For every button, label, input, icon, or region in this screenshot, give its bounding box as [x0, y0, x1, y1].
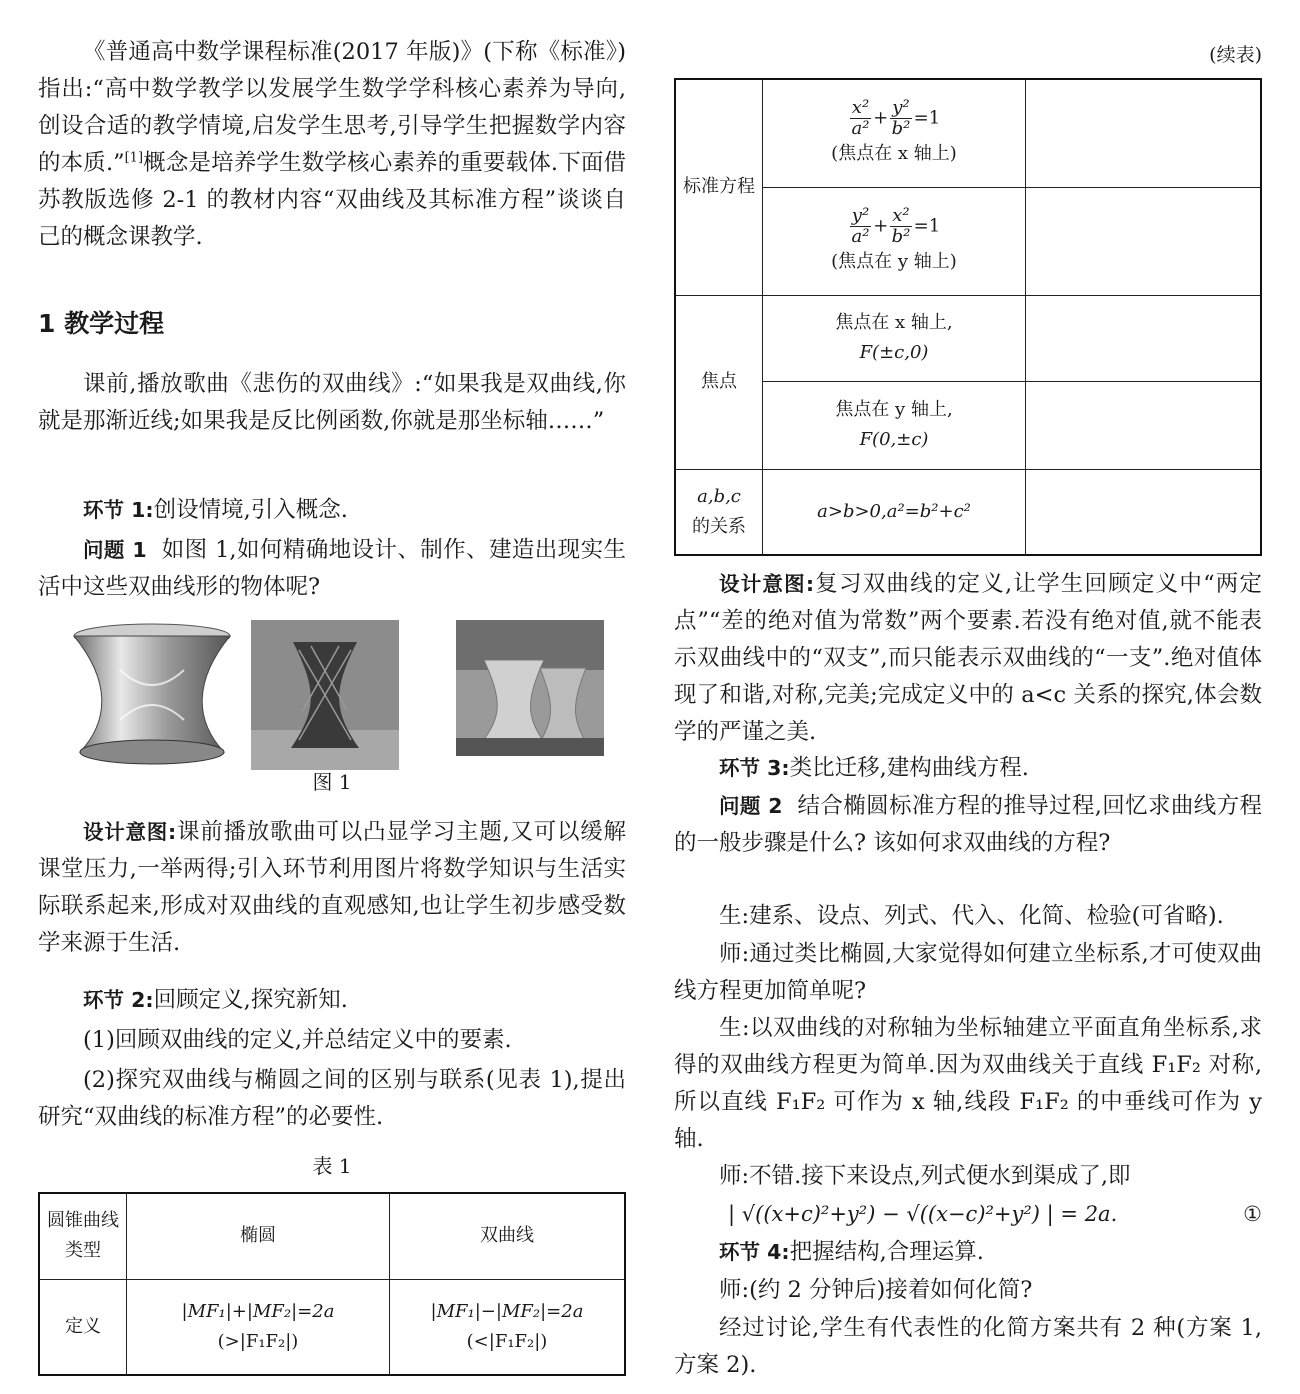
empty-cell-std1 — [1026, 79, 1262, 187]
equation-number: ① — [1243, 1202, 1262, 1226]
cooling-towers-photo — [456, 620, 604, 756]
table1-continued — [674, 78, 1262, 556]
step3-text: 类比迁移,建构曲线方程. — [789, 755, 1029, 781]
question1-text: 如图 1,如何精确地设计、制作、建造出现实生活中这些双曲线形的物体呢? — [38, 537, 626, 600]
fraction-y2-a2: $\frac{\text{y²}}{\text{a²}}$ — [851, 204, 870, 247]
focus-x-coords: F(±c,0) — [859, 342, 929, 363]
step2-line — [38, 982, 626, 1019]
focus-y-cell — [763, 381, 1026, 469]
question1-paragraph — [38, 532, 626, 606]
step1-text: 创设情境,引入概念. — [153, 497, 348, 523]
focus-x-note: (焦点在 x 轴上) — [831, 142, 957, 164]
intro-tail: 概念是培养学生数学核心素养的重要载体.下面借苏教版选修 2-1 的教材内容“双曲线及其标准方程”谈谈自己的概念课教学. — [38, 150, 626, 250]
figure1-caption: 图 1 — [312, 770, 352, 794]
step1-label: 环节 1: — [83, 498, 154, 522]
song-paragraph: 课前,播放歌曲《悲伤的双曲线》:“如果我是双曲线,你就是那渐近线;如果我是反比例函数,你就是那坐标轴……” — [38, 371, 626, 434]
focus-y-note: (焦点在 y 轴上) — [831, 250, 957, 272]
citation-ref: [1] — [124, 150, 144, 166]
abc-relation: a>b>0,a²=b²+c² — [763, 469, 1026, 555]
step1-line — [38, 492, 626, 529]
teacher-line-3: 师:(约 2 分钟后)接着如何化简? — [719, 1277, 1033, 1303]
lattice-tower-photo — [251, 620, 399, 770]
focus-x-text: 焦点在 x 轴上, — [835, 312, 953, 333]
empty-cell-std2 — [1026, 187, 1262, 295]
question2-paragraph — [674, 788, 1262, 862]
table-header-ellipse: 椭圆 — [127, 1193, 390, 1279]
design2-text: 复习双曲线的定义,让学生回顾定义中“两定点”“差的绝对值为常数”两个要素.若没有绝对值,就不能表示双曲线中的“双支”,而只能表示双曲线的“一支”.绝对值体现了和谐,对称,完美;完成定义中的 a<c 关系的探究,体会数学的严谨之美. — [674, 571, 1263, 745]
distance-equation: | √((x+c)²+y²) − √((x−c)²+y²) | = 2a. — [728, 1202, 1118, 1226]
table-row-standard-equation: 标准方程 — [675, 79, 763, 295]
fraction-x2-a2: $\frac{\text{x²}}{\text{a²}}$ — [851, 96, 870, 139]
empty-cell-focus1 — [1026, 295, 1262, 381]
question1-label: 问题 1 — [83, 538, 147, 562]
student-answer-2: 生:以双曲线的对称轴为坐标轴建立平面直角坐标系,求得的双曲线方程更为简单.因为双曲线关于直线 F₁F₂ 对称,所以直线 F₁F₂ 可作为 x 轴,线段 F₁F₂ 的中垂线可作为 y 轴. — [674, 1015, 1262, 1152]
design2-label: 设计意图: — [719, 572, 815, 596]
ellipse-condition: (>|F₁F₂|) — [217, 1330, 299, 1352]
fraction-x2-b2: $\frac{\text{x²}}{\text{b²}}$ — [891, 204, 911, 247]
equation-y-axis: $\frac{\text{y²}}{\text{a²}}$ + $\frac{\text{x²}}{\text{b²}}$ =1 — [851, 204, 941, 247]
table-row-abc — [675, 469, 763, 555]
table-row-focus: 焦点 — [675, 295, 763, 469]
question2-label: 问题 2 — [719, 794, 783, 818]
continued-label: (续表) — [1209, 44, 1262, 66]
empty-cell-focus2 — [1026, 381, 1262, 469]
question2-text: 结合椭圆标准方程的推导过程,回忆求曲线方程的一般步骤是什么? 该如何求双曲线的方程? — [674, 793, 1262, 856]
table-row-definition: 定义 — [39, 1279, 127, 1375]
ellipse-definition-cell — [127, 1279, 390, 1375]
focus-y-text: 焦点在 y 轴上, — [835, 399, 953, 420]
step4-line — [674, 1234, 1262, 1271]
design1-label: 设计意图: — [83, 820, 177, 844]
conclusion-paragraph: 经过讨论,学生有代表性的化简方案共有 2 种(方案 1,方案 2). — [674, 1315, 1262, 1378]
relation-label: 的关系 — [692, 515, 746, 537]
item1-line: (1)回顾双曲线的定义,并总结定义中的要素. — [83, 1027, 512, 1053]
teacher-line-1: 师:通过类比椭圆,大家觉得如何建立坐标系,才可使双曲线方程更加简单呢? — [674, 941, 1262, 1004]
focus-y-coords: F(0,±c) — [859, 429, 929, 450]
hyperbola-definition: |MF₁|−|MF₂|=2a — [430, 1300, 584, 1322]
step3-label: 环节 3: — [719, 756, 790, 780]
intro-text: 《普通高中数学课程标准(2017 年版)》(下称《标准》)指出:“高中数学教学以发展学生数学学科核心素养为导向,创设合适的教学情境,启发学生思考,引导学生把握数学内容的本质.” — [38, 39, 626, 176]
ellipse-definition: |MF₁|+|MF₂|=2a — [181, 1300, 335, 1322]
design2-paragraph — [674, 566, 1262, 751]
standard-equation-y-cell — [763, 187, 1026, 295]
step2-text: 回顾定义,探究新知. — [153, 987, 348, 1013]
equation-x-axis: $\frac{\text{x²}}{\text{a²}}$ + $\frac{\text{y²}}{\text{b²}}$ =1 — [851, 96, 941, 139]
table1 — [38, 1192, 626, 1376]
hyperbola-definition-cell — [390, 1279, 626, 1375]
table-header-hyperbola: 双曲线 — [390, 1193, 626, 1279]
glass-stool-photo — [60, 620, 240, 770]
fraction-y2-b2: $\frac{\text{y²}}{\text{b²}}$ — [891, 96, 911, 139]
step2-label: 环节 2: — [83, 988, 154, 1012]
standard-equation-x-cell — [763, 79, 1026, 187]
step4-text: 把握结构,合理运算. — [789, 1239, 984, 1265]
equation-line — [728, 1196, 1262, 1232]
step3-line — [674, 750, 1262, 787]
hyperbola-condition: (<|F₁F₂|) — [466, 1330, 548, 1352]
intro-paragraph — [38, 34, 626, 256]
step4-label: 环节 4: — [719, 1240, 790, 1264]
table-header-type: 圆锥曲线类型 — [39, 1193, 127, 1279]
teacher-line-2: 师:不错.接下来设点,列式便水到渠成了,即 — [719, 1163, 1131, 1189]
table1-caption: 表 1 — [312, 1154, 352, 1178]
student-answer-1: 生:建系、设点、列式、代入、化简、检验(可省略). — [719, 903, 1224, 929]
item2-paragraph: (2)探究双曲线与椭圆之间的区别与联系(见表 1),提出研究“双曲线的标准方程”的必要性. — [38, 1067, 626, 1130]
design1-paragraph — [38, 814, 626, 962]
abc-label: a,b,c — [697, 485, 741, 507]
empty-cell-abc — [1026, 469, 1262, 555]
section-title: 1 教学过程 — [38, 309, 165, 338]
design1-text: 课前播放歌曲可以凸显学习主题,又可以缓解课堂压力,一举两得;引入环节利用图片将数学知识与生活实际联系起来,形成对双曲线的直观感知,也让学生初步感受数学来源于生活. — [38, 819, 627, 956]
focus-x-cell — [763, 295, 1026, 381]
